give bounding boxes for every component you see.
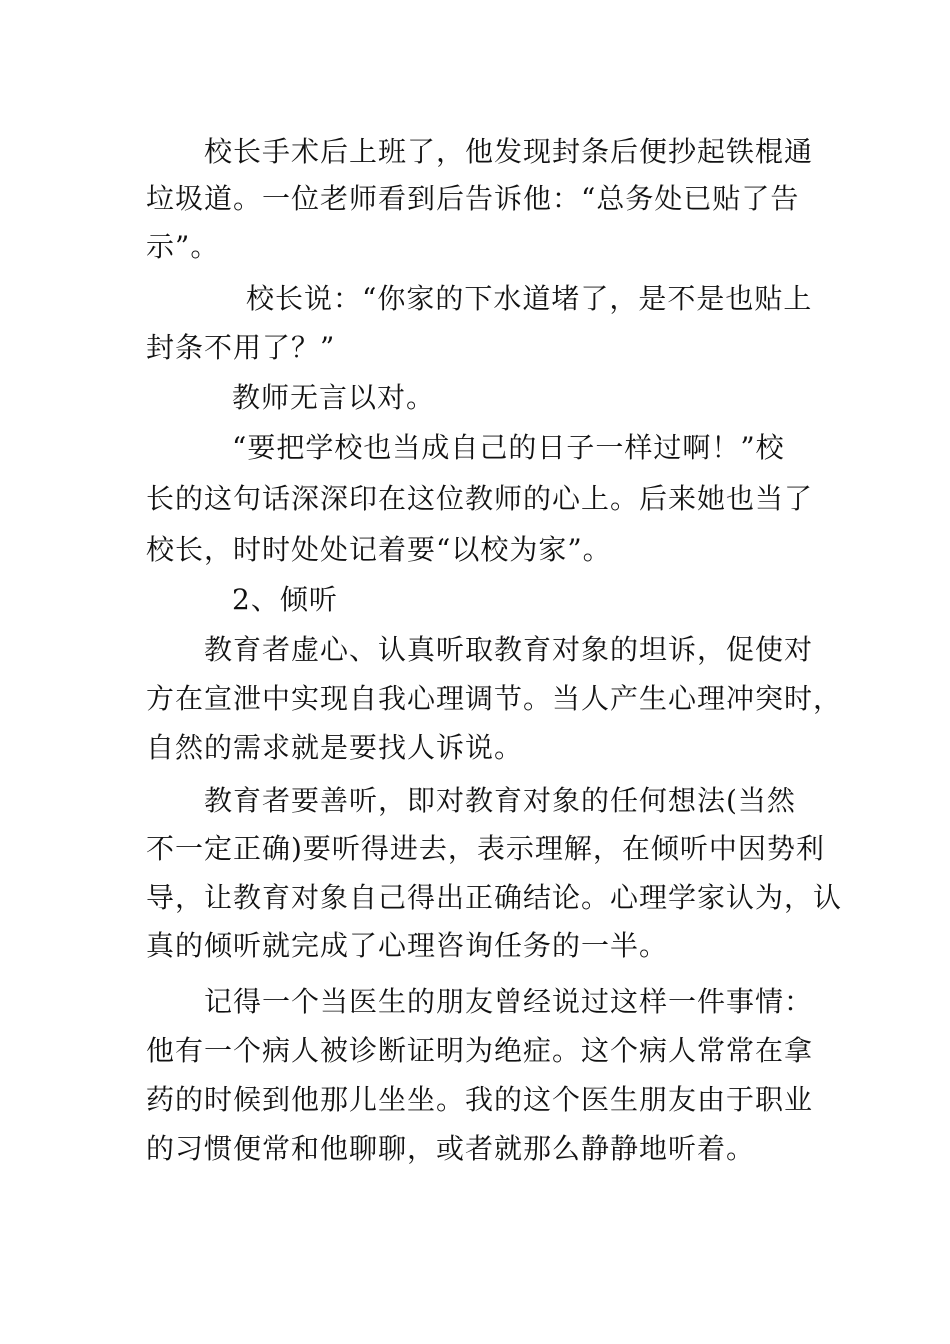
text-line: 垃圾道。一位老师看到后告诉他：“总务处已贴了告 — [146, 182, 800, 215]
text-line: 示”。 — [146, 230, 220, 263]
text-line: 教育者要善听，即对教育对象的任何想法(当然 — [204, 784, 796, 817]
text-line: 导，让教育对象自己得出正确结论。心理学家认为，认 — [146, 881, 843, 914]
text-line: 长的这句话深深印在这位教师的心上。后来她也当了 — [146, 482, 814, 515]
section-heading: 2、倾听 — [232, 583, 338, 616]
text-line: 校长说：“你家的下水道堵了，是不是也贴上 — [246, 282, 813, 315]
text-line: 他有一个病人被诊断证明为绝症。这个病人常常在拿 — [146, 1034, 814, 1067]
text-line: 真的倾听就完成了心理咨询任务的一半。 — [146, 929, 669, 962]
text-line: 记得一个当医生的朋友曾经说过这样一件事情： — [204, 985, 814, 1018]
text-line: 封条不用了？” — [146, 331, 336, 364]
text-line: 不一定正确)要听得进去，表示理解，在倾听中因势利 — [146, 832, 825, 865]
text-line: 教师无言以对。 — [232, 381, 436, 414]
text-line: 校长手术后上班了，他发现封条后便抄起铁棍通 — [204, 135, 814, 168]
text-line: 校长，时时处处记着要“以校为家”。 — [146, 533, 612, 566]
text-line: 药的时候到他那儿坐坐。我的这个医生朋友由于职业 — [146, 1083, 814, 1116]
text-line: 教育者虚心、认真听取教育对象的坦诉，促使对 — [204, 633, 814, 666]
text-line: 方在宣泄中实现自我心理调节。当人产生心理冲突时， — [146, 682, 843, 715]
text-line: 自然的需求就是要找人诉说。 — [146, 731, 524, 764]
text-line: 的习惯便常和他聊聊，或者就那么静静地听着。 — [146, 1132, 756, 1165]
text-line: “要把学校也当成自己的日子一样过啊！”校 — [232, 431, 785, 464]
